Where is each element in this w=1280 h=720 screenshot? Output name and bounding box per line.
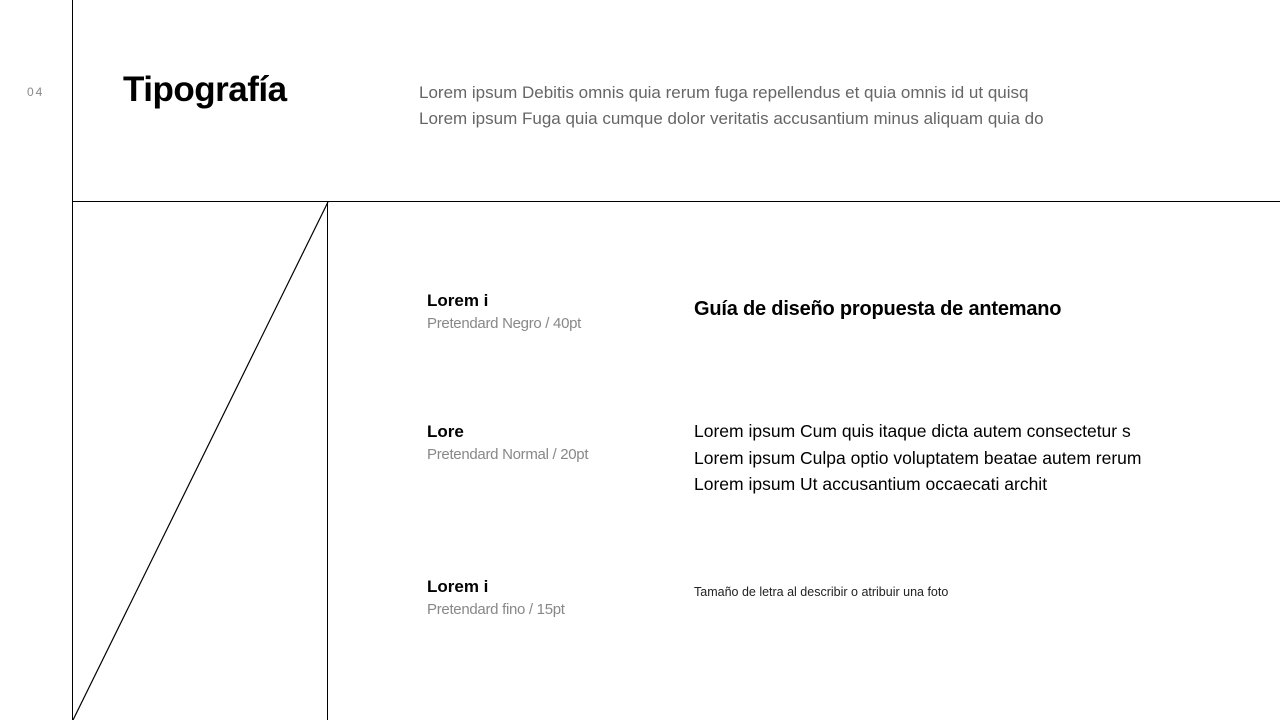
- intro-text: [419, 80, 1199, 132]
- type-spec-heavy: [427, 290, 581, 336]
- page-number: 04: [27, 85, 45, 99]
- type-spec-thin: [427, 576, 565, 622]
- horizontal-rule: [73, 201, 1280, 202]
- intro-line: Lorem ipsum Fuga quia cumque dolor veritatis accusantium minus aliquam quia do: [419, 109, 1044, 128]
- type-spec-name: Lore: [427, 422, 464, 441]
- left-vertical-rule: [72, 0, 73, 720]
- type-spec-normal: [427, 421, 588, 467]
- page-title: Tipografía: [123, 70, 287, 109]
- sample-heavy-text: Guía de diseño propuesta de antemano: [694, 298, 1062, 320]
- sample-line: Lorem ipsum Ut accusantium occaecati archit: [694, 474, 1048, 494]
- diagonal-line: [73, 202, 328, 720]
- sample-thin-text: Tamaño de letra al describir o atribuir una foto: [694, 585, 949, 599]
- sample-line: Lorem ipsum Culpa optio voluptatem beatae autem rerum: [694, 447, 1142, 468]
- type-spec-name: Lorem i: [427, 291, 489, 310]
- type-spec-detail: Pretendard fino / 15pt: [427, 601, 565, 618]
- middle-vertical-rule: [327, 201, 328, 720]
- type-spec-detail: Pretendard Normal / 20pt: [427, 446, 589, 463]
- sample-normal-text: [694, 418, 1141, 498]
- type-spec-name: Lorem i: [427, 577, 489, 596]
- sample-line: Lorem ipsum Cum quis itaque dicta autem consectetur s: [694, 421, 1131, 441]
- intro-line: Lorem ipsum Debitis omnis quia rerum fuga repellendus et quia omnis id ut quisq: [419, 83, 1029, 102]
- type-spec-detail: Pretendard Negro / 40pt: [427, 315, 582, 332]
